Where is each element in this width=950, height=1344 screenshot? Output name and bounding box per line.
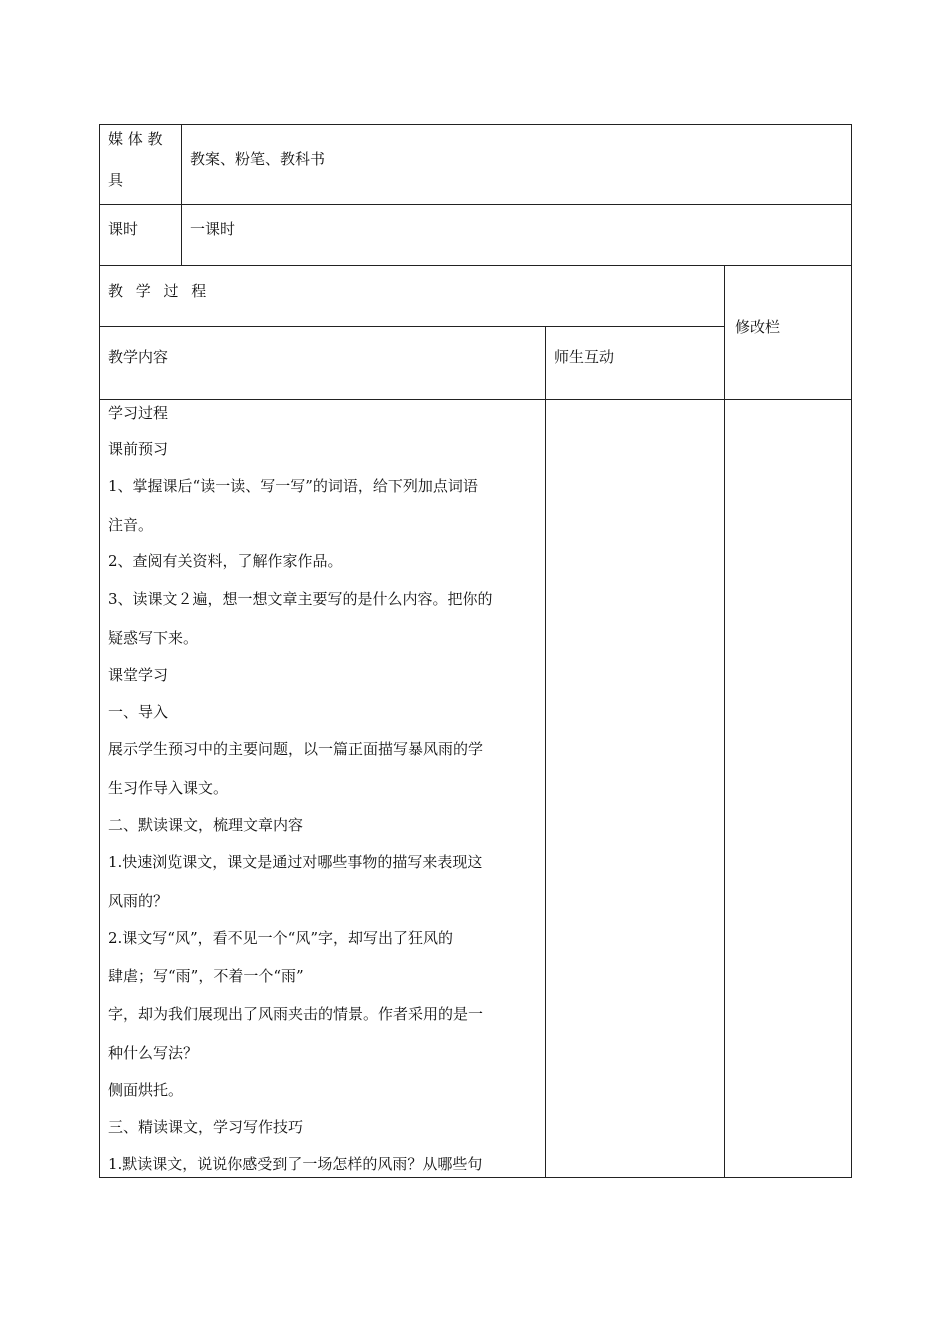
interaction-label: 师生互动 — [554, 348, 615, 366]
content-line: 1.快速浏览课文，课文是通过对哪些事物的描写来表现这 — [108, 853, 483, 871]
content-line: 肆虐；写“雨”，不着一个“雨” — [108, 967, 304, 985]
label-column-divider — [181, 124, 182, 265]
content-line: 风雨的？ — [108, 892, 169, 910]
content-line: 学习过程 — [108, 404, 169, 422]
row-divider-2 — [99, 265, 852, 266]
table-border-right — [851, 124, 852, 1178]
content-line: 注音。 — [108, 516, 154, 534]
hours-value: 一课时 — [190, 220, 236, 238]
content-line: 2、查阅有关资料，了解作家作品。 — [108, 552, 343, 570]
content-label: 教学内容 — [108, 348, 169, 366]
content-line: 3、读课文２遍，想一想文章主要写的是什么内容。把你的 — [108, 590, 493, 608]
content-line: 课前预习 — [108, 440, 169, 458]
content-body — [100, 400, 545, 1177]
media-label-line1: 媒 体 教 — [108, 130, 163, 148]
row-divider-1 — [99, 204, 852, 205]
revision-column-divider — [724, 265, 725, 1178]
revision-label: 修改栏 — [735, 318, 781, 336]
content-line: 生习作导入课文。 — [108, 779, 229, 797]
row-divider-3 — [99, 326, 725, 327]
content-line: 二、默读课文，梳理文章内容 — [108, 816, 304, 834]
content-line: 课堂学习 — [108, 666, 169, 684]
media-value: 教案、粉笔、教科书 — [190, 150, 326, 168]
content-line: 侧面烘托。 — [108, 1081, 184, 1099]
content-line: 三、精读课文，学习写作技巧 — [108, 1118, 304, 1136]
table-border-top — [99, 124, 852, 125]
content-line: 展示学生预习中的主要问题，以一篇正面描写暴风雨的学 — [108, 740, 484, 758]
content-line: 字，却为我们展现出了风雨夹击的情景。作者采用的是一 — [108, 1005, 484, 1023]
process-label: 教 学 过 程 — [108, 282, 211, 300]
hours-label: 课时 — [108, 220, 139, 238]
content-line: 1、掌握课后“读一读、写一写”的词语，给下列加点词语 — [108, 477, 478, 495]
content-line: 2.课文写“风”，看不见一个“风”字，却写出了狂风的 — [108, 929, 453, 947]
content-line: 一、导入 — [108, 703, 169, 721]
table-border-bottom — [99, 1177, 852, 1178]
content-line: 疑惑写下来。 — [108, 629, 199, 647]
media-label-line2: 具 — [108, 171, 124, 189]
interaction-column-divider — [545, 326, 546, 1178]
content-line: 1.默读课文，说说你感受到了一场怎样的风雨？从哪些句 — [108, 1155, 483, 1173]
content-line: 种什么写法？ — [108, 1044, 199, 1062]
